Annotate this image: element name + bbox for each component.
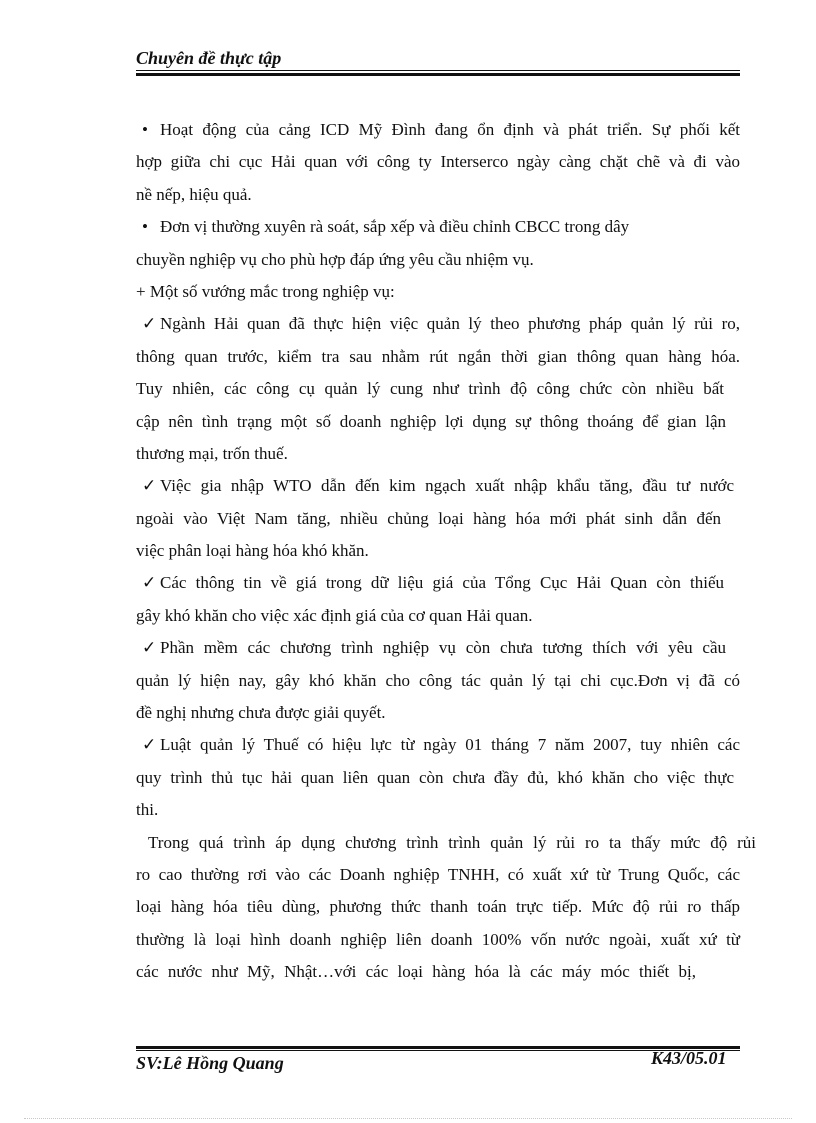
footer-rule-thin	[136, 1050, 740, 1051]
line-text: Tuy nhiên, các công cụ quản lý cung như trình độ công chức còn nhiều bất	[136, 379, 724, 399]
text-line	[136, 179, 740, 211]
line-text: quy trình thủ tục hải quan liên quan còn chưa đầy đủ, khó khăn cho việc thực	[136, 767, 734, 787]
line-text: ngoài vào Việt Nam tăng, nhiều chủng loại hàng hóa mới phát sinh dẫn đến	[136, 508, 721, 528]
text-line	[136, 244, 740, 276]
line-text: gây khó khăn cho việc xác định giá của cơ quan Hải quan.	[136, 605, 533, 625]
line-text: Đơn vị thường xuyên rà soát, sắp xếp và điều chỉnh CBCC trong dây	[160, 217, 630, 237]
text-line	[136, 276, 740, 308]
checkmark-icon: ✓	[142, 735, 157, 755]
line-text: + Một số vướng mắc trong nghiệp vụ:	[136, 281, 395, 301]
bullet-icon: •	[142, 120, 148, 139]
line-text: Trong quá trình áp dụng chương trình trình quản lý rủi ro ta thấy mức độ rủi	[148, 832, 756, 852]
line-text: Phần mềm các chương trình nghiệp vụ còn chưa tương thích với yêu cầu	[160, 638, 726, 658]
footer-class-code: K43/05.01	[651, 1048, 727, 1068]
line-text: cập nên tình trạng một số doanh nghiệp lợi dụng sự thông thoáng để gian lận	[136, 411, 726, 431]
header-title: Chuyên đề thực tập	[136, 48, 282, 68]
checkmark-icon: ✓	[142, 476, 157, 496]
line-text: thi.	[136, 800, 159, 820]
text-line	[136, 762, 734, 794]
line-text: thông quan trước, kiểm tra sau nhằm rút ngắn thời gian thông quan hàng hóa.	[136, 346, 740, 366]
line-text: nề nếp, hiệu quả.	[136, 184, 252, 204]
line-text: đề nghị nhưng chưa được giải quyết.	[136, 703, 386, 723]
text-line	[136, 373, 724, 405]
text-line	[136, 535, 740, 567]
text-line	[136, 406, 726, 438]
text-line	[136, 470, 734, 502]
text-line	[136, 632, 726, 664]
line-text: chuyền nghiệp vụ cho phù hợp đáp ứng yêu cầu nhiệm vụ.	[136, 249, 534, 269]
text-line	[136, 859, 740, 891]
text-line	[136, 891, 740, 923]
text-line	[136, 924, 740, 956]
line-text: các nước như Mỹ, Nhật…với các loại hàng hóa là các máy móc thiết bị,	[136, 962, 696, 982]
line-text: loại hàng hóa tiêu dùng, phương thức thanh toán trực tiếp. Mức độ rủi ro thấp	[136, 897, 740, 917]
bullet-icon: •	[142, 217, 148, 237]
header-rule-thick	[136, 73, 740, 76]
text-line	[136, 956, 696, 988]
line-text: hợp giữa chi cục Hải quan với công ty Interserco ngày càng chặt chẽ và đi vào	[136, 152, 740, 172]
line-text: thường là loại hình doanh nghiệp liên doanh 100% vốn nước ngoài, xuất xứ từ	[136, 929, 740, 949]
line-text: Hoạt động của cảng ICD Mỹ Đình đang ổn định và phát triển. Sự phối kết	[160, 120, 740, 139]
line-text: Việc gia nhập WTO dẫn đến kim ngạch xuất nhập khẩu tăng, đầu tư nước	[160, 476, 734, 496]
footer-rule-thick	[136, 1046, 740, 1049]
text-line	[136, 308, 740, 340]
footer-student-name: SV:Lê Hồng Quang	[136, 1053, 284, 1073]
line-text: Luật quản lý Thuế có hiệu lực từ ngày 01 tháng 7 năm 2007, tuy nhiên các	[160, 735, 740, 755]
text-line	[136, 114, 740, 146]
checkmark-icon: ✓	[142, 573, 157, 593]
text-line	[136, 600, 740, 632]
text-line	[136, 794, 740, 826]
body-text	[136, 114, 756, 989]
text-line	[136, 729, 740, 761]
line-text: ro cao thường rơi vào các Doanh nghiệp TNHH, có xuất xứ từ Trung Quốc, các	[136, 864, 740, 884]
line-text: Ngành Hải quan đã thực hiện việc quản lý theo phương pháp quản lý rủi ro,	[160, 314, 740, 334]
text-line	[136, 567, 724, 599]
line-text: thương mại, trốn thuế.	[136, 443, 288, 463]
text-line	[136, 211, 740, 243]
text-line	[136, 697, 740, 729]
text-line	[136, 503, 721, 535]
line-text: Các thông tin về giá trong dữ liệu giá của Tổng Cục Hải Quan còn thiếu	[160, 573, 724, 593]
line-text: quản lý hiện nay, gây khó khăn cho công tác quản lý tại chi cục.Đơn vị đã có	[136, 670, 740, 690]
text-line	[136, 146, 740, 178]
page-bottom-edge	[24, 1118, 792, 1119]
header-rule-thin	[136, 70, 740, 71]
text-line	[136, 438, 740, 470]
line-text: việc phân loại hàng hóa khó khăn.	[136, 541, 369, 561]
checkmark-icon: ✓	[142, 314, 157, 334]
text-line	[136, 665, 740, 697]
text-line	[136, 827, 756, 859]
checkmark-icon: ✓	[142, 638, 157, 658]
text-line	[136, 341, 740, 373]
